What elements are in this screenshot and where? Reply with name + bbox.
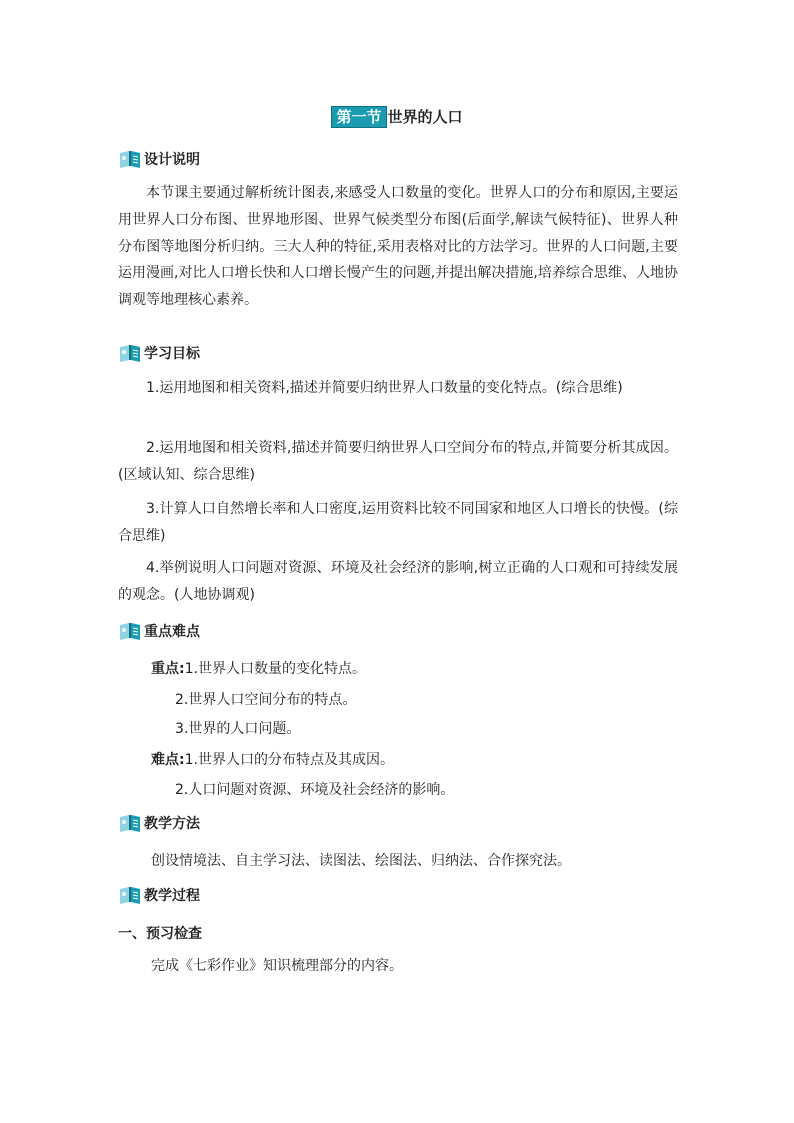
step1-body: 完成《七彩作业》知识梳理部分的内容。 <box>151 958 403 974</box>
process-heading-text: 教学过程 <box>144 888 200 904</box>
objective-item-1: 1.运用地图和相关资料,描述并简要归纳世界人口数量的变化特点。(综合思维) <box>146 380 623 396</box>
design-paragraph: 本节课主要通过解析统计图表,来感受人口数量的变化。世界人口的分布和原因,主要运用世界人口分布图、世界地形图、世界气候类型分布图(后面学,解读气候特征)、世界人种分布图等地图分析归纳。三大人种的特征,采用表格对比的方法学习。世界的人口问题,主要运用漫画,对比人口增长快和人口增长慢产生的问题,并提出解决措施,培养综合思维、人地协调观等地理核心素养。 <box>118 185 678 309</box>
book-icon <box>118 621 142 641</box>
key-item-3: 3.世界的人口问题。 <box>175 721 301 737</box>
key-item-1: 1.世界人口数量的变化特点。 <box>184 661 366 677</box>
objectives-heading <box>118 341 200 365</box>
title-text: 世界的人口 <box>387 108 463 126</box>
key-label: 重点: <box>151 661 185 677</box>
design-heading <box>118 147 200 171</box>
methods-heading-text: 教学方法 <box>144 816 200 832</box>
book-icon <box>118 149 142 169</box>
step1-title: 一、预习检查 <box>118 926 202 942</box>
keypoints-heading <box>118 619 200 643</box>
diff-label: 难点: <box>151 752 185 768</box>
methods-paragraph: 创设情境法、自主学习法、读图法、绘图法、归纳法、合作探究法。 <box>151 853 571 869</box>
methods-heading <box>118 811 200 835</box>
book-icon <box>118 813 142 833</box>
diff-item-2: 2.人口问题对资源、环境及社会经济的影响。 <box>175 782 455 798</box>
objective-item-4: 4.举例说明人口问题对资源、环境及社会经济的影响,树立正确的人口观和可持续发展的观念。(人地协调观) <box>118 560 678 603</box>
objective-item-2: 2.运用地图和相关资料,描述并简要归纳世界人口空间分布的特点,并简要分析其成因。(区域认知、综合思维) <box>118 440 678 483</box>
page-title <box>0 106 794 128</box>
key-line-1 <box>151 657 366 681</box>
key-item-2: 2.世界人口空间分布的特点。 <box>175 692 357 708</box>
keypoints-heading-text: 重点难点 <box>144 624 200 640</box>
design-heading-text: 设计说明 <box>144 152 200 168</box>
section-badge: 第一节 <box>331 106 386 128</box>
objectives-heading-text: 学习目标 <box>144 346 200 362</box>
diff-item-1: 1.世界人口的分布特点及其成因。 <box>184 752 394 768</box>
diff-line-1 <box>151 748 394 772</box>
book-icon <box>118 885 142 905</box>
book-icon <box>118 343 142 363</box>
objective-item-3: 3.计算人口自然增长率和人口密度,运用资料比较不同国家和地区人口增长的快慢。(综合思维) <box>118 501 678 544</box>
process-heading <box>118 883 200 907</box>
